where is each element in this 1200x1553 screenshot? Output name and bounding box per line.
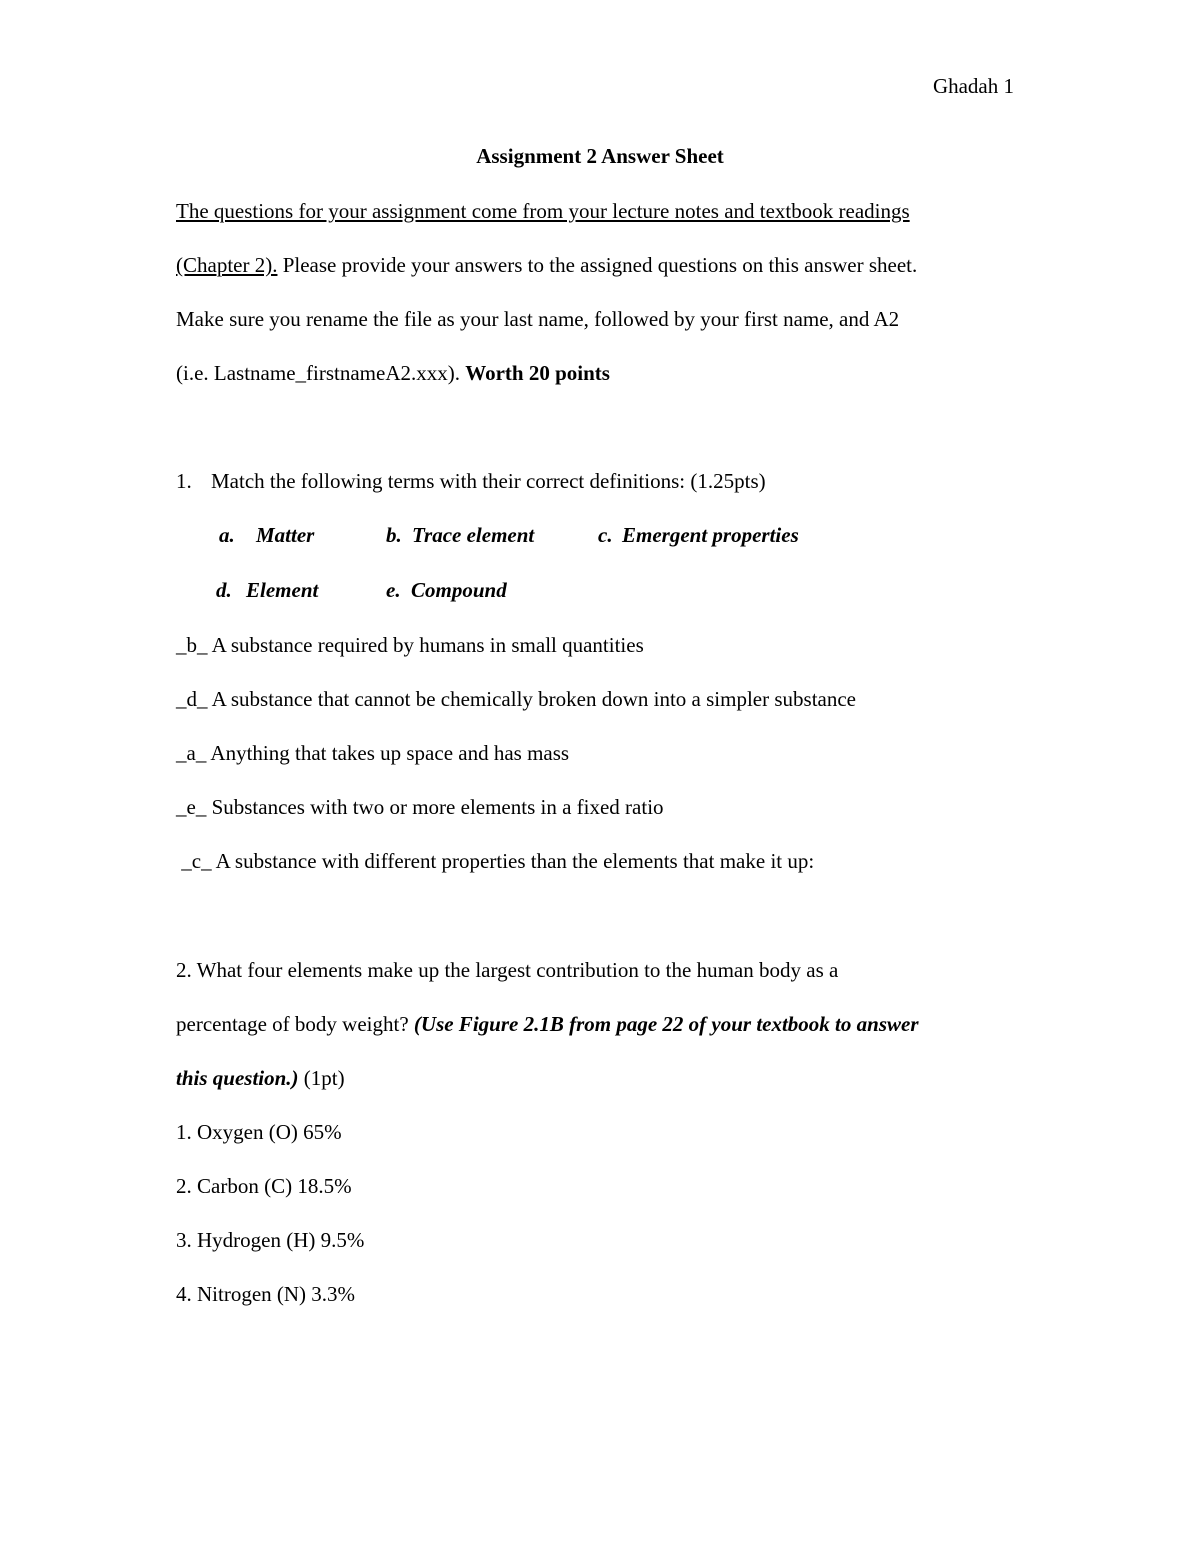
points-worth: Worth 20 points: [465, 361, 610, 385]
term-d-letter: d.: [216, 578, 232, 602]
filename-example: (i.e. Lastname_firstnameA2.xxx).: [176, 361, 466, 385]
term-b-letter: b.: [386, 523, 402, 547]
q2-answer-2: 2. Carbon (C) 18.5%: [176, 1174, 352, 1198]
term-c-letter: c.: [598, 523, 613, 547]
q2-question-text: percentage of body weight?: [176, 1012, 414, 1036]
term-e-label: Compound: [411, 578, 507, 602]
term-a-label: Matter: [256, 523, 315, 547]
intro-line-3: Make sure you rename the file as your last name, followed by your first name, and A2: [176, 307, 900, 331]
running-head: Ghadah 1: [932, 74, 1014, 98]
q1-answer-1: _b_ A substance required by humans in small quantities: [176, 633, 644, 657]
intro-chapter-ref: (Chapter 2).: [176, 253, 278, 277]
q2-line-1: 2. What four elements make up the largest contribution to the human body as a: [176, 958, 839, 982]
page-title: Assignment 2 Answer Sheet: [476, 144, 724, 168]
q2-figure-instruction: (Use Figure 2.1B from page 22 of your textbook to answer: [413, 1012, 919, 1036]
q2-answer-4: 4. Nitrogen (N) 3.3%: [176, 1282, 356, 1306]
intro-instructions: Please provide your answers to the assigned questions on this answer sheet.: [277, 253, 918, 277]
q1-answer-4: _e_ Substances with two or more elements in a fixed ratio: [176, 795, 664, 819]
intro-line-1: [176, 197, 910, 225]
q2-figure-instruction-end: this question.): [176, 1066, 299, 1090]
intro-underlined-text: The questions for your assignment come from your lecture notes and textbook readings: [176, 199, 910, 223]
q1-number: 1.: [176, 469, 192, 493]
term-e-letter: e.: [386, 578, 401, 602]
q2-points: (1pt): [298, 1066, 345, 1090]
term-c-label: Emergent properties: [622, 523, 799, 547]
q1-answer-5: _c_ A substance with different properties than the elements that make it up:: [176, 849, 815, 873]
term-a-letter: a.: [219, 523, 235, 547]
q2-line-2: [176, 1010, 919, 1038]
q2-line-3: [176, 1064, 345, 1092]
q1-answer-3: _a_ Anything that takes up space and has mass: [176, 741, 570, 765]
q1-prompt: Match the following terms with their correct definitions: (1.25pts): [211, 469, 766, 493]
term-d-label: Element: [246, 578, 319, 602]
intro-line-2: [176, 251, 917, 279]
q2-answer-1: 1. Oxygen (O) 65%: [176, 1120, 342, 1144]
intro-line-4: [176, 359, 610, 387]
term-b-label: Trace element: [412, 523, 535, 547]
q1-answer-2: _d_ A substance that cannot be chemically broken down into a simpler substance: [176, 687, 856, 711]
q2-answer-3: 3. Hydrogen (H) 9.5%: [176, 1228, 365, 1252]
